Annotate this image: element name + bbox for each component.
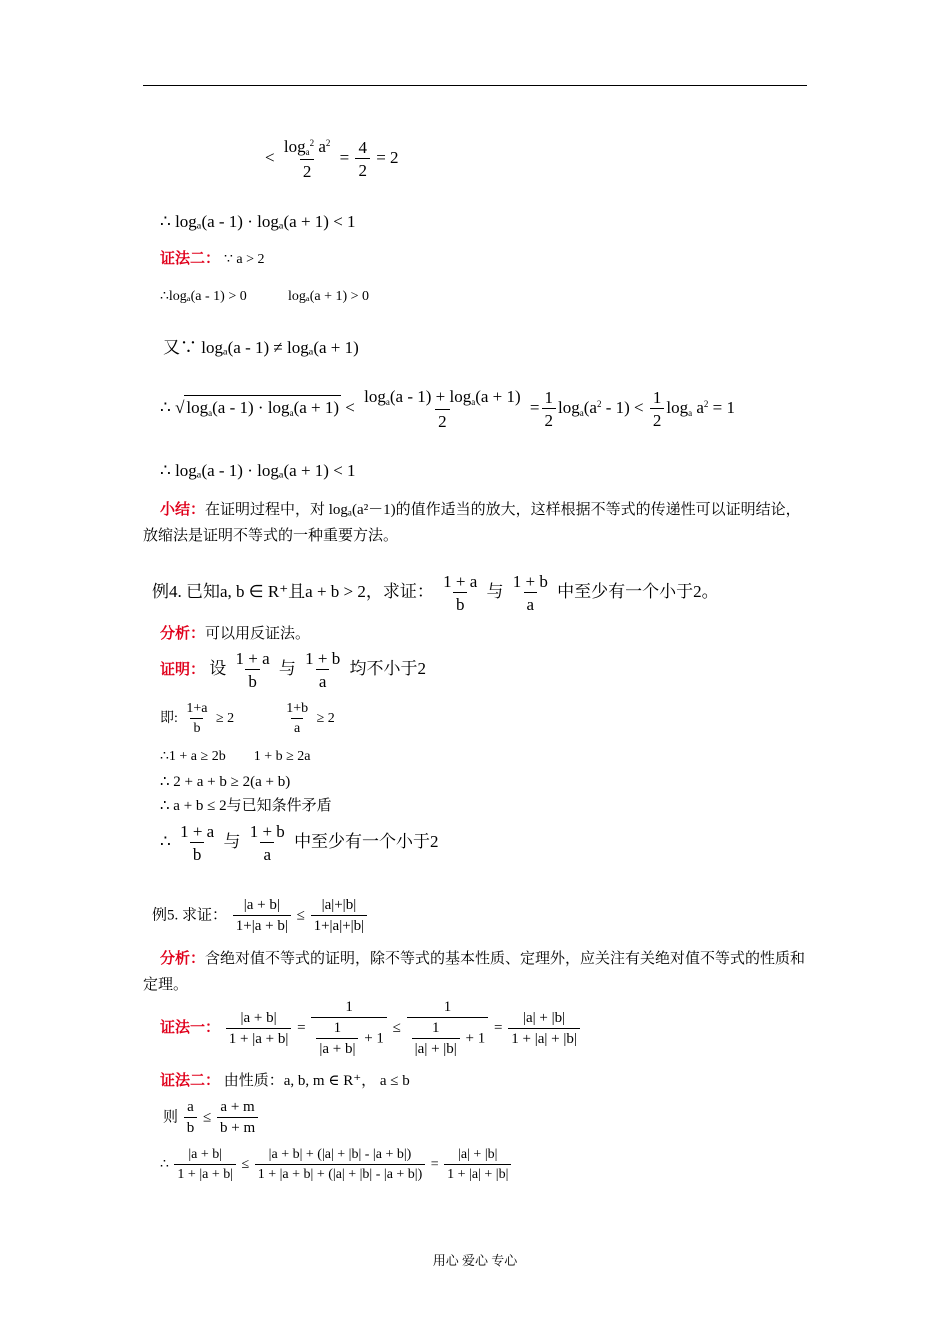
example-4: 例4. 已知a, b ∈ R⁺且a + b > 2，求证： $\frac{1 + a}{b}$ 与 $\frac{1 + b}{a}$ 中至少有一个小于2。 <box>152 572 719 614</box>
formula-line-6: ∴ √ $\log_a(a - 1) \cdot \log_a(a + 1)$ < $\frac{\log_a(a - 1) + \log_a(a + 1)}{2}$ = $\frac{1}{2}$ $\log_a(a^2 - 1)$ < $\frac{1}{2}$ $\log_a a^2 = 1$ <box>160 387 736 431</box>
formula-line-1: < $\frac{\log_a^2 a^2}{2}$ = $\frac{4}{2}$ = 2 <box>265 137 399 181</box>
proof-4-c4: ∴ a + b ≤ 2与已知条件矛盾 <box>160 798 332 814</box>
method-2-final: ∴ $\frac{|a + b|}{1 + |a + b|}$ ≤ $\frac{|a + b| + (|a| + |b| - |a + b|)}{1 + |a + b| + (|a| + |b| - |a + b|)}$ = $\frac{|a| + |b|}{1 + |a| + |b|}$ <box>160 1148 513 1182</box>
example-5: 例5. 求证： $\frac{|a + b|}{1+|a + b|}$ ≤ $\frac{|a|+|b|}{1+|a|+|b|}$ <box>152 898 369 934</box>
formula-line-4a: ∴logₐ(a - 1) > 0 <box>160 289 247 304</box>
method-1: 证法一： $\frac{|a + b|}{1 + |a + b|}$ = 1 $\frac{1}{|a + b|}$ + 1 ≤ 1 $\frac{1}{|a| + |b|}$ + 1 = $\frac{|a| + |b|}{1 + |a| + |b|}$ <box>160 1000 582 1057</box>
proof-4-c2: ∴1 + a ≥ 2b 1 + b ≥ 2a <box>160 749 311 764</box>
header-rule <box>143 85 807 86</box>
analysis-4: 分析：可以用反证法。 <box>160 626 311 642</box>
formula-line-5: 又∵ logₐ(a - 1) ≠ logₐ(a + 1) <box>163 338 359 357</box>
analysis-5: 分析：含绝对值不等式的证明，除不等式的基本性质、定理外，应关注有关绝对值不等式的性质和定理。 <box>143 951 806 993</box>
proof-4: 证明： 设 $\frac{1 + a}{b}$ 与 $\frac{1 + b}{a}$ 均不小于2 <box>160 649 426 691</box>
proof-4-c5: ∴ $\frac{1 + a}{b}$ 与 $\frac{1 + b}{a}$ 中至少有一个小于2 <box>160 822 439 864</box>
formula-line-2: ∴ logₐ(a - 1) · logₐ(a + 1) < 1 <box>160 212 356 231</box>
formula-line-4b: logₐ(a + 1) > 0 <box>288 289 370 304</box>
proof2-line: 证法二： ∵ a > 2 <box>160 251 265 267</box>
summary-paragraph: 小结：在证明过程中，对 logₐ(a²－1)的值作适当的放大，这样根据不等式的传递性可以证明结论，放缩法是证明不等式的一种重要方法。 <box>143 502 801 544</box>
page-footer: 用心 爱心 专心 <box>432 1253 518 1268</box>
proof-4-c3: ∴ 2 + a + b ≥ 2(a + b) <box>160 774 291 790</box>
method-2: 证法二： 由性质：a, b, m ∈ R⁺， a ≤ b <box>160 1073 410 1089</box>
proof-4-c1: 即: $\frac{1+a}{b}$ ≥ 2 $\frac{1+b}{a}$ ≥ 2 <box>160 701 335 736</box>
proof2-label: 证法二： <box>160 251 221 267</box>
method-2-then: 则 $\frac{a}{b}$ ≤ $\frac{a + m}{b + m}$ <box>163 1100 260 1136</box>
formula-line-7: ∴ logₐ(a - 1) · logₐ(a + 1) < 1 <box>160 461 356 480</box>
